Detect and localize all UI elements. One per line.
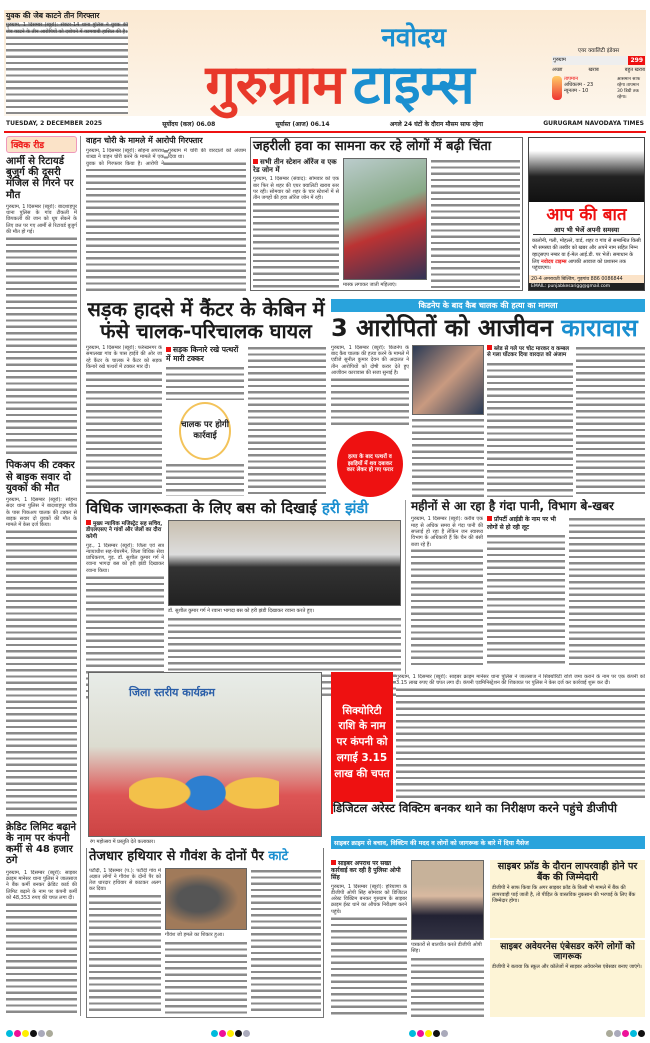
bus-flagoff-photo bbox=[168, 520, 401, 606]
body-text-column bbox=[411, 956, 484, 1017]
injured-cow-photo bbox=[165, 868, 247, 930]
box-body-2: आपकी आवाज को प्रशासन तक पहुंचाएगा। bbox=[532, 258, 626, 272]
body-text-column bbox=[166, 462, 244, 497]
body-text-column bbox=[412, 417, 484, 497]
title-part: तेजधार हथियार से गौवंश के दोनों पैर bbox=[89, 849, 264, 864]
dateline bbox=[6, 120, 644, 128]
story-text: गुरुग्राम, 1 दिसम्बर (ब्यूरो): करीब एक माह से अधिक समय से गंदा पानी की सप्लाई हो रहा है लेकिन जन स्वास्थ्य विभाग के अधिकारी हैं कि चैन की बंसी बजा रहे हैं। bbox=[411, 516, 483, 548]
dgp-photo bbox=[411, 860, 484, 940]
story-title: डिजिटल अरेस्ट विक्टिम बनकर थाने का निरीक्षण करने पहुंचे डीजीपी bbox=[333, 802, 645, 815]
dance-photo bbox=[88, 672, 322, 837]
body-text-column bbox=[251, 868, 321, 1015]
aqi-legend-poor: खराब bbox=[588, 67, 599, 73]
thermometer-icon bbox=[552, 76, 562, 100]
title-highlight: हरी झंडी bbox=[321, 499, 369, 517]
box-subtitle: आप भी भेजें अपनी समस्या bbox=[533, 225, 640, 235]
body-text-column bbox=[6, 497, 77, 819]
title-part: 3 आरोपितों को आजीवन bbox=[331, 314, 553, 342]
story-subhead: ब्लेड से गले पर चोट मारकर व कम्बल से गला घोंटकर दिया वारदात को अंजाम bbox=[487, 345, 573, 359]
body-text-column bbox=[396, 674, 645, 798]
body-text-column bbox=[253, 176, 339, 288]
logo-right: टाइम्स bbox=[352, 52, 475, 116]
body-text-column bbox=[487, 361, 573, 497]
dgp-boxes bbox=[490, 860, 645, 1017]
dgp-story-column bbox=[331, 860, 407, 1017]
logo bbox=[132, 8, 548, 116]
logo-top: नवोदय bbox=[381, 23, 446, 54]
body-text-column bbox=[331, 345, 409, 429]
body-text-column bbox=[569, 516, 645, 666]
story-subhead: प्रॉपर्टी आईडी के नाम पर भी लोगों से हो रही लूट bbox=[487, 516, 565, 530]
body-text-column bbox=[576, 345, 645, 497]
aqi-legend-good: अच्छा bbox=[552, 67, 563, 73]
body-text-column bbox=[86, 345, 162, 496]
photo-caption: डॉ. सुशील कुमार गर्ग ने रवाना भागदा बस को हरी झंडी दिखाकर रवाना करते हुए। bbox=[168, 607, 315, 614]
story-title bbox=[331, 315, 645, 342]
story-text: पटौदी, 1 दिसम्बर (प.): पटौदी गांव में अज्ञात लोगों ने गौवंश के दोनों पैर को तेज धारदार हथियार से काटकर अलग कर दिया। bbox=[89, 867, 161, 893]
box-email: EMAIL: punjabkesarigg@gmail.com bbox=[529, 283, 644, 290]
pull-quote-text: चालक पर होगी कार्रवाई bbox=[181, 420, 229, 441]
body-text-column bbox=[86, 148, 246, 291]
security-headline: सिक्योरिटी राशि के नाम पर कंपनी को लगाई 3.15 लाख की चपत bbox=[334, 704, 390, 780]
paper-name: GURUGRAM NAVODAYA TIMES bbox=[543, 120, 644, 127]
body-text-column bbox=[487, 533, 565, 666]
story-text: गुरुग्राम, 1 दिसम्बर (ब्यूरो): सोहना सदर थाना पुलिस ने बादशाहपुर चौक के पास पिकअप चालक की टक्कर से बाइक सवार दो युवकों की मौत के मामले में केस दर्ज किया। bbox=[6, 496, 77, 529]
aqi-value: 299 bbox=[630, 57, 643, 64]
aqi-city: गुरुग्राम bbox=[552, 56, 628, 65]
story-text: गुरुग्राम, 1 दिसम्बर (ब्यूरो): साइबर क्राइम मानेसर थाना पुलिस ने जालसाज ने बैंक कर्मी बनकर क्रेडिट कार्ड की लिमिट बढ़ाने के नाम पर कंपनी कर्मी को 48,353 रुपए की चपत लगा दी। bbox=[6, 869, 77, 901]
body-text-column bbox=[331, 884, 407, 1017]
aqi-legend-very-poor: बहुत खराब bbox=[624, 67, 645, 73]
aqi-box bbox=[552, 46, 645, 100]
story-title: सड़क हादसे में कैंटर के केबिन में फंसे चालक-परिचालक घायल bbox=[87, 297, 325, 343]
body-text-column bbox=[6, 870, 77, 1016]
body-text-column bbox=[431, 158, 520, 288]
pollution-story bbox=[250, 137, 523, 291]
story-text: गुरुग्राम, 1 दिसम्बर (संवाद): सोमवार को एक बार फिर से शहर की एयर क्वालिटी खराब स्तर पर रही। सोमवार को शहर के चार स्टेशनों में से तीन जगहों की हवा ऑरेंज जोन में रही। bbox=[253, 176, 339, 202]
callout-text: हत्या के बाद पत्थरों व झाड़ियों में शव दबाकर कार लेकर हो गए फरार bbox=[346, 453, 394, 474]
photo-caption: मास्क लगाकर जाती महिलाएं। bbox=[343, 282, 397, 288]
story-title bbox=[86, 500, 401, 517]
weather-note: अगले 24 घंटों के दौरान मौसम साफ रहेगा bbox=[389, 121, 484, 128]
story-text: गुरुग्राम, 1 दिसम्बर (ब्यूरो): बादशाहपुर थाना पुलिस के गांव टीकली में छिपकली की जान को धूप सेंकने के लिए छत पर गए आर्मी से रिटायर्ड बुजुर्ग की मौत हो गई। bbox=[6, 203, 77, 235]
logo-right-group bbox=[353, 24, 475, 116]
aqi-label: एयर क्वालिटी इंडेक्स bbox=[577, 48, 620, 54]
story-text: गुड़., 1 दिसम्बर (ब्यूरो): जिला एवं सत्र न्यायाधीश सह-चेयरमैन, जिला विधिक सेवा प्राधिकरण, गुड़. डॉ. सुशील कुमार गर्ग ने रवाना भागदा बस को हरी झंडी दिखाकर रवाना किया। bbox=[86, 542, 164, 574]
brief-box bbox=[6, 12, 128, 114]
story-text: गुरुग्राम, 1 दिसम्बर (ब्यूरो): सोहना अपराध शाखा ने वाहन चोरी करने के मामले में एक युवक को गिरफ्तार किया है। आरोपी ने गुरुग्राम में चोरी की वारदातों को अंजाम दिया था। bbox=[86, 147, 246, 167]
box-brand: नवोदय टाइम्स bbox=[541, 258, 567, 265]
title-highlight: काटे bbox=[268, 849, 289, 864]
photo-caption: गौवंश जो हमले का शिकार हुआ। bbox=[165, 931, 224, 938]
dirty-water-story bbox=[411, 500, 645, 666]
accident-story bbox=[86, 298, 326, 496]
story-subhead: सड़क किनारे रखे पत्थरों में मारी टक्कर bbox=[166, 345, 244, 363]
story-text: गुरुग्राम, 1 दिसम्बर (ब्यूरो): किडनेप के बाद कैब चालक की हत्या करने के मामले में एडीजे सुनील कुमार देवन की अदालत ने तीन आरोपियों को दोषी करार देते हुए आजीवन कारावास की सजा सुनाई है। bbox=[331, 344, 409, 377]
event-banner: जिला स्तरीय कार्यक्रम bbox=[129, 686, 215, 699]
pull-quote bbox=[179, 402, 231, 460]
temp-label: तापमान bbox=[564, 76, 579, 82]
legal-bus-story bbox=[86, 500, 406, 700]
story-title: महीनों से आ रहा है गंदा पानी, विभाग बे-खबर bbox=[411, 499, 614, 513]
story-title: वाहन चोरी के मामले में आरोपी गिरफ्तार bbox=[86, 136, 203, 145]
kicker-banner: किडनेप के बाद कैब चालक की हत्या का मामला bbox=[331, 299, 645, 312]
story-title: जहरीली हवा का सामना कर रहे लोगों में बढ़ी चिंता bbox=[253, 139, 492, 154]
body-text-column bbox=[248, 345, 326, 496]
brief-text: गुरुग्राम, 1 दिसम्बर (ब्यूरो): सेक्टर-14 थाना पुलिस ने युवक की जेब काटने के तीन आरोपियों को दबोचने में कामयाबी हासिल की है। bbox=[6, 22, 128, 35]
brief-title: युवक की जेब काटने तीन गिरफ्तार bbox=[6, 11, 100, 20]
quick-read-tag: क्विक रीड bbox=[6, 136, 77, 153]
kidnap-story bbox=[331, 299, 645, 497]
story-title bbox=[89, 850, 321, 865]
dancer-figures bbox=[129, 733, 279, 833]
story-subhead: साइबर अपराध पर सख्त कार्रवाई कर रही है पुलिसः ओपी सिंह bbox=[331, 860, 407, 882]
kicker-banner: साइबर क्राइम से बचाव, विक्टिम की मदद व लोगों को जागरूक के बारे में दिया मैसेज bbox=[331, 836, 645, 849]
megaphone-crowd-image bbox=[529, 138, 644, 202]
body-text-column bbox=[89, 868, 161, 1015]
date: TUESDAY, 2 DECEMBER 2025 bbox=[6, 120, 103, 127]
body-text-column bbox=[6, 204, 77, 458]
story-text: गुरुग्राम, 1 दिसम्बर (ब्यूरो): हरियाणा के डीजीपी ओपी सिंह सोमवार को डिजिटल अरेस्ट विक्टिम बनकर गुरुग्राम के साइबर क्राइम ईस्ट थाने का औचक निरीक्षण करने पहुंचे। bbox=[331, 883, 407, 915]
bank-box bbox=[490, 860, 645, 938]
body-text-column bbox=[166, 365, 244, 400]
red-rule bbox=[4, 131, 646, 133]
story-text: गुरुग्राम, 1 दिसम्बर (ब्यूरो): साइबर क्राइम मानेसर थाना पुलिस ने जालसाज ने सिक्योरिटी राशि जमा कराने के नाम पर एक कंपनी को 3.15 लाख रुपए की चपत लगा दी। कंपनी एडमिनिस्ट्रेशन की शिकायत पर पुलिस ने केस दर्ज कर कार्रवाई शुरू कर दी। bbox=[396, 674, 645, 687]
title-highlight: कारावास bbox=[561, 314, 638, 342]
photo-caption: पत्रकारों से बातचीत करते डीजीपी ओपी सिंह। bbox=[411, 942, 482, 954]
story-title: पिकअप की टक्कर से बाइक सवार दो युवकों की मौत bbox=[6, 460, 75, 494]
box-address: 20-4 अमरावती बिल्डिंग, गुड़गांव 886 0086844 bbox=[529, 275, 644, 283]
logo-left: गुरुग्राम bbox=[205, 52, 345, 116]
forecast: आसमान साफ रहेगा तापमान 30 डिग्री तक रहेगा। bbox=[617, 77, 641, 100]
printer-color-marks bbox=[6, 1022, 646, 1032]
red-circle-callout bbox=[337, 431, 403, 497]
handcuffs-photo bbox=[412, 345, 484, 415]
box-text: डीजीपी ने साफ किया कि अगर साइबर फ्रॉड के किसी भी मामले में बैंक की लापरवाही पाई जाती है, तो पीड़ित के वास्तविक नुकसान की भरपाई के लिए बैंक जिम्मेदार होगा। bbox=[492, 885, 636, 905]
sunrise: सूर्योदय (कल) 06.08 bbox=[162, 121, 216, 128]
box-title: आप की बात bbox=[546, 205, 627, 226]
story-subhead: सभी तीन स्टेशन ऑरेंज व एक रेड जोन में bbox=[253, 158, 339, 175]
security-box bbox=[331, 672, 393, 814]
body-text-column bbox=[411, 516, 483, 666]
story-title: क्रेडिट लिमिट बढ़ाने के नाम पर कंपनी कर्मी से 48 हजार ठगे bbox=[6, 821, 77, 867]
box-body: कालोनी, गली, मोहल्ले, वार्ड, शहर व गांव से सम्बन्धित किसी भी समस्या की तस्वीर को खबर और अपने नाम सहित निम्न व्हाट्सएप नम्बर या ई-मेल आई.डी. पर भेजें। समाधान के लिए bbox=[532, 238, 641, 265]
body-text-column bbox=[6, 22, 128, 114]
temp-max: अधिकतम - 23 bbox=[564, 82, 594, 88]
story-text: गुरुग्राम, 1 दिसम्बर (ब्यूरो): फर्रुखनगर के समालखा गांव के पास हाईवे की ओर जा रहे कैंटर के चालक ने कैंटर को सड़क किनारे रखे पत्थरों में टक्कर मार दी। bbox=[86, 345, 162, 370]
vehicle-theft-story bbox=[86, 137, 246, 291]
story-title: आर्मी से रिटायर्ड बुजुर्ग की दूसरी मंजिल से गिरने पर मौत bbox=[6, 156, 74, 201]
cow-story bbox=[86, 848, 324, 1018]
dgp-photo-column bbox=[411, 860, 484, 1017]
temp-min: न्यूनतम - 10 bbox=[564, 88, 589, 94]
photo-caption: रंग महोत्सव में प्रस्तुति देते कलाकार। bbox=[90, 839, 156, 845]
pollution-photo bbox=[343, 158, 427, 280]
ambassador-box bbox=[490, 940, 645, 1018]
story-subhead: मुख्य न्यायिक मजिस्ट्रेट सह सचिव, डीएलएसए ने गांवों और जेलों का दौरा करेगी bbox=[86, 520, 163, 540]
sunset: सूर्यास्त (आज) 06.14 bbox=[275, 121, 330, 128]
quick-read-column bbox=[6, 136, 81, 1016]
box-title: साइबर फ्रॉड के दौरान लापरवाही होने पर बैंक की जिम्मेदारी bbox=[497, 861, 638, 883]
aap-ki-baat-box bbox=[528, 137, 645, 291]
box-text: डीजीपी ने बताया कि स्कूल और कॉलेजों में साइबर अवेयरनेस एंबेसडर बनाए जाएंगे। bbox=[492, 963, 642, 970]
title-part: विधिक जागरूकता के लिए बस को दिखाई bbox=[86, 499, 317, 517]
body-text-column bbox=[165, 940, 247, 1015]
box-title: साइबर अवेयरनेस एंबेसडर करेंगे लोगों को जागरूक bbox=[500, 941, 635, 962]
